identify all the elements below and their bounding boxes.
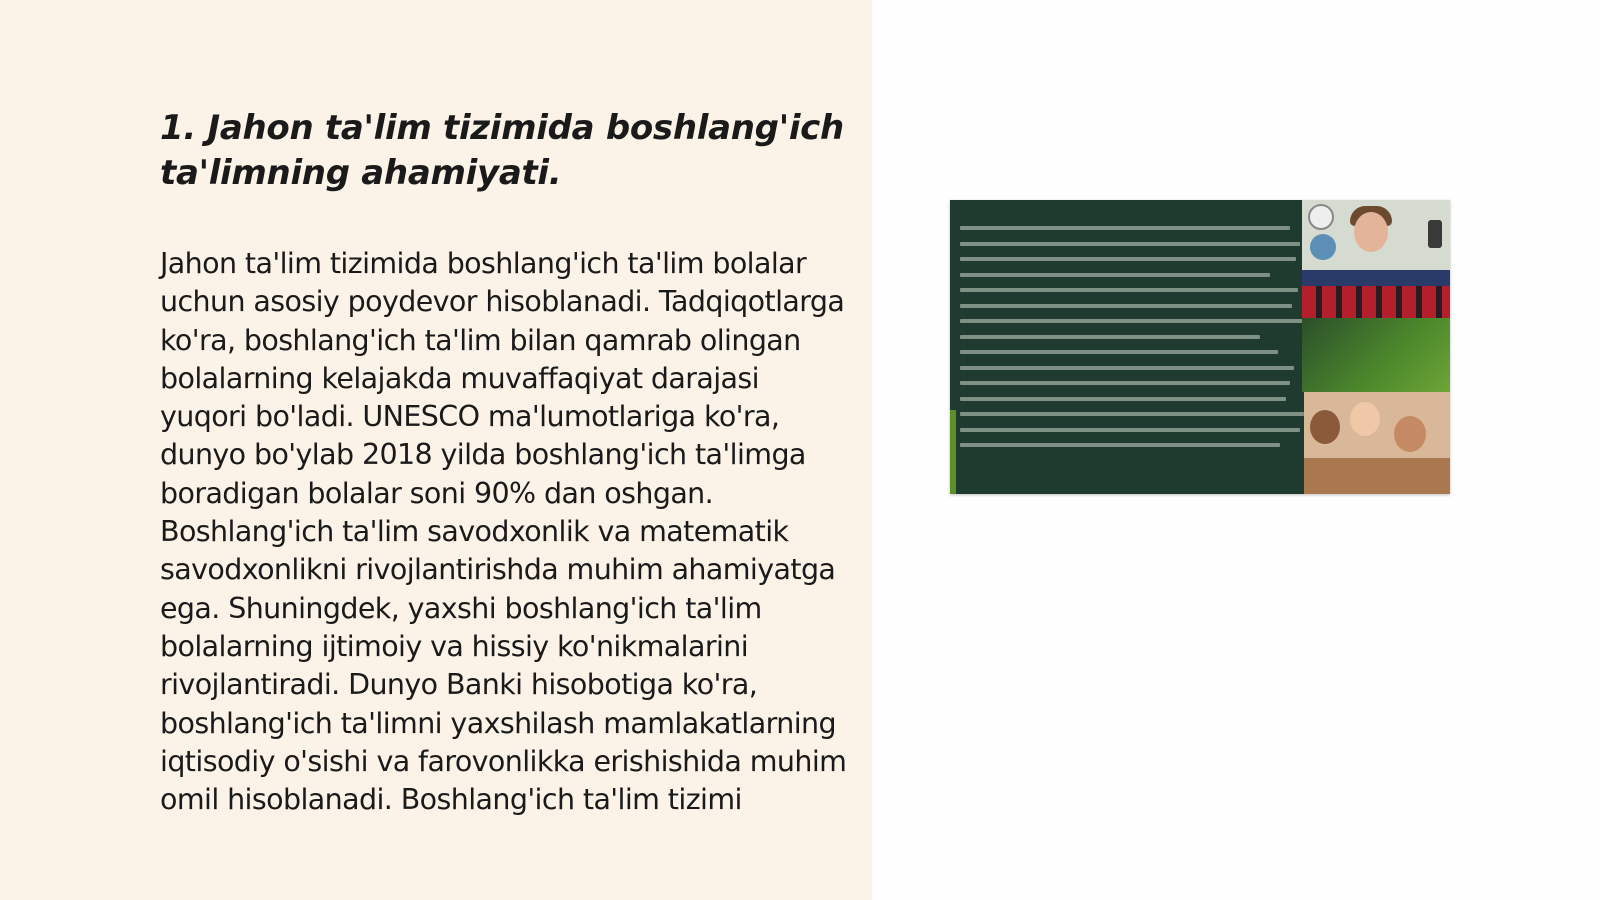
slide-preview-image[interactable]	[950, 200, 1450, 494]
green-decoration	[1302, 318, 1450, 392]
slide-body-text: Jahon ta'lim tizimida boshlang'ich ta'lim bolalar uchun asosiy poydevor hisoblanadi. Tadqiqotlarga ko'ra, boshlang'ich ta'lim bilan qamrab olingan bolalarning kelajakda muvaffaqiyat darajasi yuqori bo'ladi. UNESCO ma'lumotlariga ko'ra, dunyo bo'ylab 2018 yilda boshlang'ich ta'limga boradigan bolalar soni 90% dan oshgan. Boshlang'ich ta'lim savodxonlik va matematik savodxonlikni rivojlantirishda muhim ahamiyatga ega. Shuningdek, yaxshi boshlang'ich ta'lim bolalarning ijtimoiy va hissiy ko'nikmalarini rivojlantiradi. Dunyo Banki hisobotiga ko'ra, boshlang'ich ta'limni yaxshilash mamlakatlarning iqtisodiy o'sishi va farovonlikka erishishida muhim omil hisoblanadi. Boshlang'ich ta'lim tizimi	[160, 247, 847, 817]
thumbnail-text-lines	[960, 226, 1306, 459]
thumbnail-accent-bar	[950, 410, 956, 494]
teacher-photo	[1302, 200, 1450, 318]
slide-title: 1. Jahon ta'lim tizimida boshlang'ich ta'limning ahamiyati.	[160, 108, 844, 193]
children-photo	[1304, 392, 1450, 494]
